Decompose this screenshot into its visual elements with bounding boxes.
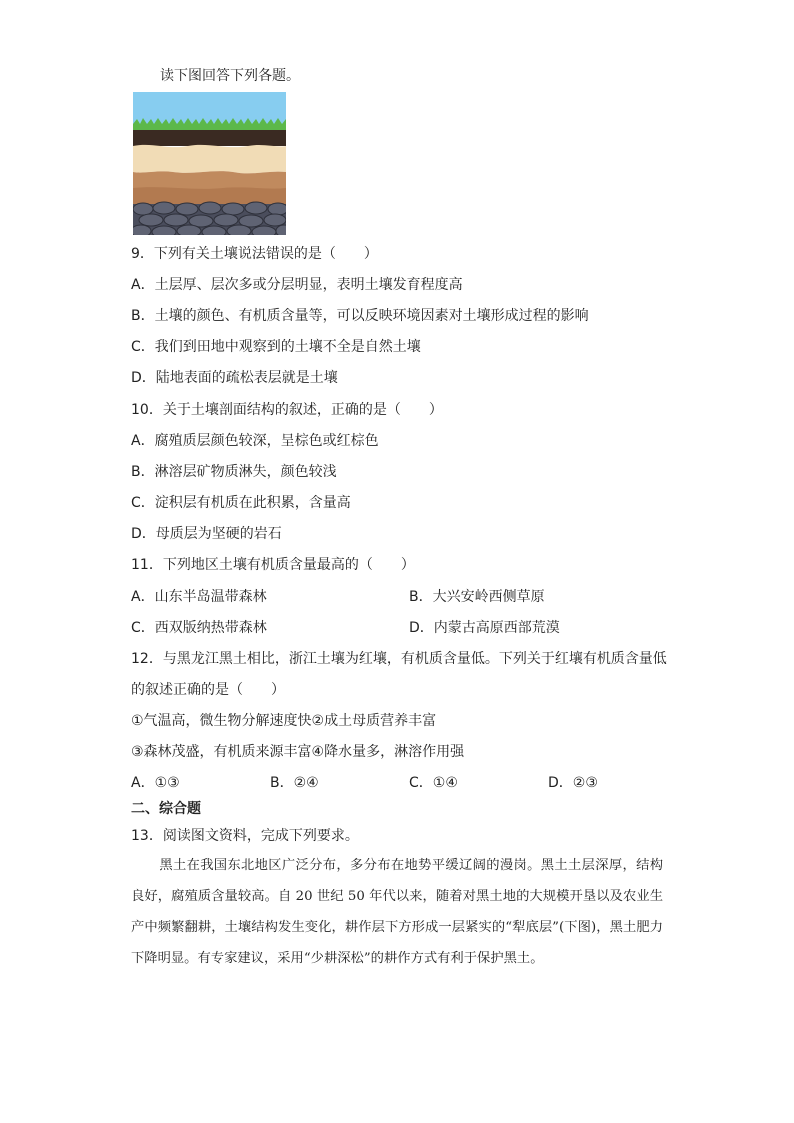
section-heading: 二、综合题 xyxy=(131,801,201,817)
q12-statement-2: ③森林茂盛，有机质来源丰富④降水量多，淋溶作用强 xyxy=(131,744,465,760)
q12-option-a: A．①③ xyxy=(131,775,180,791)
q11-option-b: B．大兴安岭西侧草原 xyxy=(409,589,545,605)
q12-option-d: D．②③ xyxy=(548,775,598,791)
q10-option-d: D．母质层为坚硬的岩石 xyxy=(131,526,282,542)
q13-stem: 13．阅读图文资料，完成下列要求。 xyxy=(131,828,359,844)
q10-option-b: B．淋溶层矿物质淋失，颜色较浅 xyxy=(131,464,337,480)
q12-statement-1: ①气温高，微生物分解速度快②成土母质营养丰富 xyxy=(131,713,437,729)
q9-option-d: D．陆地表面的疏松表层就是土壤 xyxy=(131,370,338,386)
intro-text: 读下图回答下列各题。 xyxy=(160,68,300,84)
q12-option-b: B．②④ xyxy=(270,775,319,791)
q11-option-c: C．西双版纳热带森林 xyxy=(131,620,267,636)
q9-option-c: C．我们到田地中观察到的土壤不全是自然土壤 xyxy=(131,339,421,355)
q9-stem: 9．下列有关土壤说法错误的是（ ） xyxy=(131,246,378,262)
q10-option-c: C．淀积层有机质在此积累，含量高 xyxy=(131,495,351,511)
q13-passage-text: 黑土在我国东北地区广泛分布，多分布在地势平缓辽阔的漫岗。黑土土层深厚，结构良好，腐殖质含量较高。自 20 世纪 50 年代以来，随着对黑土地的大规模开垦以及农业生产中频繁翻耕，土壤结构发生变化，耕作层下方形成一层紧实的“犁底层”(下图)，黑土肥力下降明显。有专家建议，采用“少耕深松”的耕作方式有利于保护黑土。 xyxy=(131,858,663,966)
q13-passage xyxy=(131,850,663,974)
sand-layer xyxy=(133,145,286,174)
q9-option-b: B．土壤的颜色、有机质含量等，可以反映环境因素对土壤形成过程的影响 xyxy=(131,308,589,324)
q12-stem-line1: 12．与黑龙江黑土相比，浙江土壤为红壤，有机质含量低。下列关于红壤有机质含量低 xyxy=(131,651,667,667)
q12-option-c: C．①④ xyxy=(409,775,458,791)
soil-profile-figure xyxy=(133,92,286,235)
q10-stem: 10．关于土壤剖面结构的叙述，正确的是（ ） xyxy=(131,402,443,418)
q11-option-a: A．山东半岛温带森林 xyxy=(131,589,267,605)
q12-stem-line2: 的叙述正确的是（ ） xyxy=(131,682,285,698)
humus-layer xyxy=(133,130,286,146)
q10-option-a: A．腐殖质层颜色较深，呈棕色或红棕色 xyxy=(131,433,379,449)
q9-option-a: A．土层厚、层次多或分层明显，表明土壤发育程度高 xyxy=(131,277,463,293)
q11-stem: 11．下列地区土壤有机质含量最高的（ ） xyxy=(131,557,415,573)
q11-option-d: D．内蒙古高原西部荒漠 xyxy=(409,620,560,636)
